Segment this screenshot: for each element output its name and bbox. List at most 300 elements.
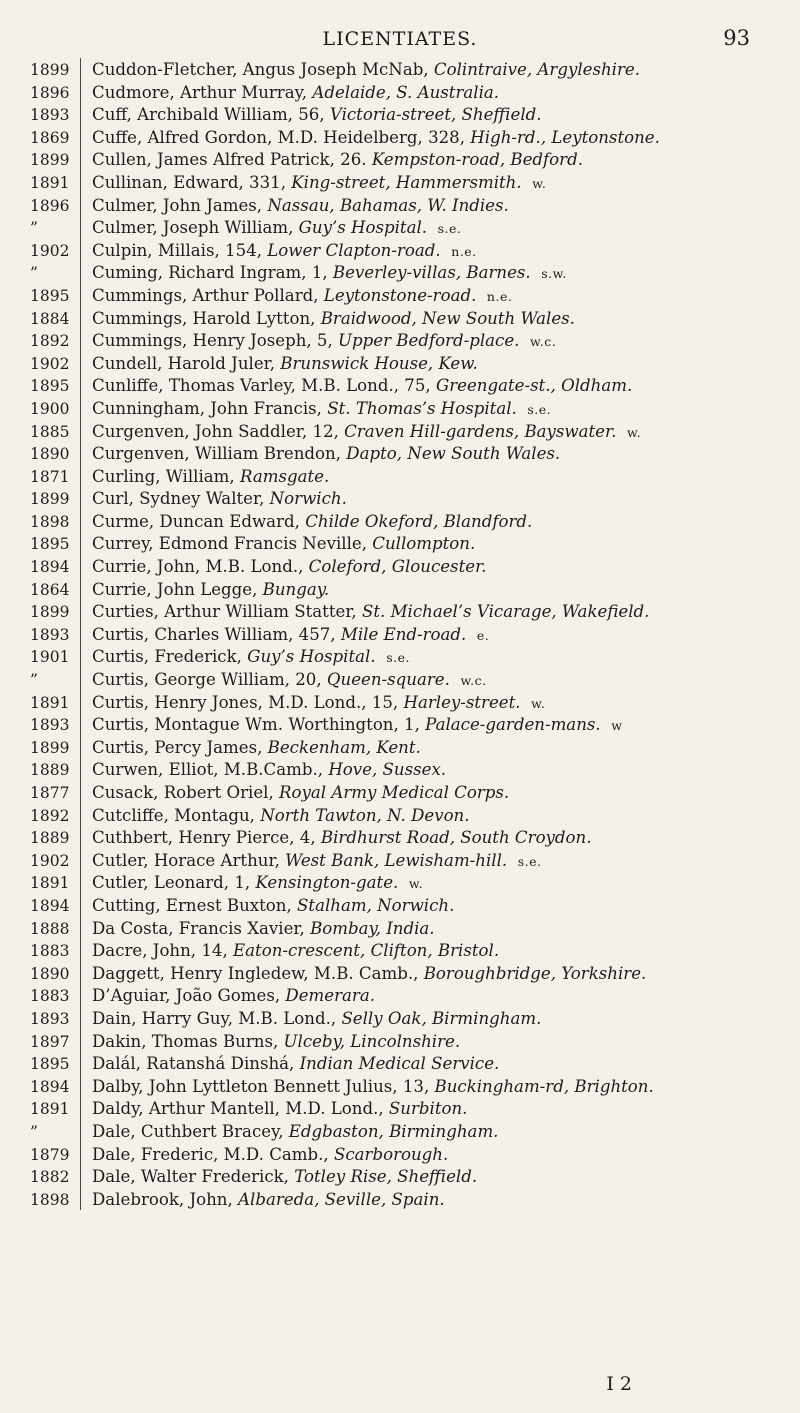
entry-name: Cullen, James Alfred Patrick, 26. <box>92 150 372 170</box>
list-item <box>0 397 800 420</box>
entry-postal-district: s.w. <box>541 266 567 282</box>
entry-address: North Tawton, N. Devon. <box>260 805 470 825</box>
entry-postal-district: w.c. <box>460 673 487 689</box>
list-item <box>0 871 800 894</box>
entry-year: 1893 <box>30 716 70 735</box>
list-item <box>0 804 800 827</box>
entry-name: Currie, John, M.B. Lond., <box>92 557 309 577</box>
entry-address: Childe Okeford, Blandford. <box>305 511 533 531</box>
column-rule <box>80 668 81 691</box>
column-rule <box>80 555 81 578</box>
page-number: 93 <box>723 26 750 50</box>
entry-text <box>92 128 782 147</box>
column-rule <box>80 1097 81 1120</box>
entry-address: Indian Medical Service. <box>299 1054 500 1074</box>
entry-year: 1864 <box>30 580 70 599</box>
entry-year: 1889 <box>30 829 70 848</box>
column-rule <box>80 1007 81 1030</box>
entry-text <box>92 986 782 1005</box>
entry-address: Guy’s Hospital. <box>247 647 376 667</box>
list-item <box>0 1007 800 1030</box>
entry-text <box>92 693 782 713</box>
column-rule <box>80 713 81 736</box>
entry-address: Stalham, Norwich. <box>297 895 455 915</box>
entry-address: Victoria-street, Sheffield. <box>329 105 542 125</box>
entry-year: 1894 <box>30 558 70 577</box>
column-rule <box>80 984 81 1007</box>
entry-text <box>92 105 782 124</box>
list-item <box>0 736 800 759</box>
entry-text <box>92 150 782 169</box>
entry-text <box>92 873 782 893</box>
entry-name: Cummings, Arthur Pollard, <box>92 285 324 305</box>
list-item <box>0 148 800 171</box>
entry-address: St. Thomas’s Hospital. <box>327 398 517 418</box>
entry-year: 1893 <box>30 625 70 644</box>
entry-name: Cusack, Robert Oriel, <box>92 783 280 802</box>
entry-year: 1902 <box>30 354 70 373</box>
entry-name: Curtis, Henry Jones, M.D. Lond., 15, <box>92 692 404 712</box>
entry-name: Dain, Harry Guy, M.B. Lond., <box>92 1008 342 1028</box>
entry-year: 1901 <box>30 648 70 667</box>
entry-text <box>92 444 782 463</box>
entry-year: 1897 <box>30 1032 70 1051</box>
entry-address: Cullompton. <box>372 534 476 554</box>
entry-postal-district: n.e. <box>486 288 513 304</box>
entry-postal-district: w.c. <box>530 334 557 350</box>
entry-address: Lower Clapton-road. <box>267 240 441 260</box>
entry-text <box>92 783 782 802</box>
entry-postal-district: s.e. <box>386 650 410 666</box>
column-rule <box>80 1030 81 1053</box>
list-item <box>0 194 800 217</box>
entry-name: Cuddon-Fletcher, Angus Joseph McNab, <box>92 60 434 79</box>
entry-name: Da Costa, Francis Xavier, <box>92 918 311 938</box>
entry-postal-district: s.e. <box>437 221 462 237</box>
entry-name: Curtis, Percy James, <box>92 737 268 757</box>
entry-year: 1899 <box>30 151 70 170</box>
column-rule <box>80 442 81 465</box>
list-item <box>0 1097 800 1120</box>
entry-text <box>92 489 782 508</box>
entry-name: Curgenven, John Saddler, 12, <box>92 421 345 441</box>
entry-address: Hove, Sussex. <box>328 760 447 780</box>
entry-postal-district: w. <box>626 424 642 440</box>
entry-name: Cunningham, John Francis, <box>92 398 328 418</box>
list-item <box>0 984 800 1007</box>
entry-text <box>92 557 782 576</box>
entry-text <box>92 331 782 351</box>
entry-address: Eaton-crescent, Clifton, Bristol. <box>233 941 500 961</box>
entry-address: Colintraive, Argyleshire. <box>433 60 640 79</box>
entry-year: 1898 <box>30 1190 70 1209</box>
entry-year: 1895 <box>30 1055 70 1074</box>
entry-name: Cundell, Harold Juler, <box>92 353 281 373</box>
entry-text <box>92 919 782 938</box>
column-rule <box>80 645 81 668</box>
list-item <box>0 645 800 668</box>
list-item <box>0 578 800 601</box>
list-item <box>0 352 800 375</box>
column-rule <box>80 623 81 646</box>
entry-year: 1899 <box>30 738 70 757</box>
entry-address: Surbiton. <box>388 1099 468 1119</box>
entry-name: Curtis, George William, 20, <box>92 670 327 690</box>
column-rule <box>80 1052 81 1075</box>
column-rule <box>80 736 81 759</box>
entry-address: Beckenham, Kent. <box>267 737 421 757</box>
column-rule <box>80 487 81 510</box>
column-rule <box>80 1120 81 1143</box>
list-item <box>0 758 800 781</box>
entry-text <box>92 263 782 283</box>
list-item <box>0 374 800 397</box>
entry-year: 1884 <box>30 309 70 328</box>
entry-address: Buckingham-rd, Brighton. <box>434 1076 654 1096</box>
list-item <box>0 420 800 443</box>
entry-year: 1899 <box>30 490 70 509</box>
column-rule <box>80 420 81 443</box>
entry-address: Craven Hill-gardens, Bayswater. <box>344 421 617 441</box>
list-item <box>0 1188 800 1211</box>
entry-text <box>92 580 782 599</box>
entry-text <box>92 399 782 419</box>
list-item <box>0 261 800 284</box>
entry-text <box>92 715 782 735</box>
entry-year: ” <box>30 671 38 690</box>
entry-name: Cullinan, Edward, 331, <box>92 172 292 192</box>
list-item <box>0 58 800 81</box>
list-item <box>0 713 800 736</box>
entry-year: 1871 <box>30 467 70 486</box>
column-rule <box>80 374 81 397</box>
entry-address: Greengate-st., Oldham. <box>435 376 633 396</box>
entry-text <box>92 1122 782 1141</box>
column-rule <box>80 804 81 827</box>
list-item <box>0 307 800 330</box>
entry-name: Currie, John Legge, <box>92 579 263 599</box>
entry-address: Leytonstone-road. <box>323 285 477 305</box>
list-item <box>0 510 800 533</box>
column-rule <box>80 781 81 804</box>
entry-year: 1891 <box>30 1100 70 1119</box>
entry-address: Bombay, India. <box>310 918 435 938</box>
entry-name: Culpin, Millais, 154, <box>92 240 268 260</box>
entry-text <box>92 241 782 261</box>
entry-text <box>92 286 782 306</box>
entry-year: 1898 <box>30 512 70 531</box>
entry-postal-district: w <box>611 718 623 734</box>
entry-name: Dale, Cuthbert Bracey, <box>92 1121 289 1141</box>
entry-text <box>92 625 782 645</box>
list-item <box>0 126 800 149</box>
entry-year: 1899 <box>30 61 70 79</box>
running-title: LICENTIATES. <box>322 28 478 50</box>
entry-name: Dalebrook, John, <box>92 1189 239 1209</box>
entry-postal-district: n.e. <box>451 243 477 259</box>
entry-address: St. Michael’s Vicarage, Wakefield. <box>361 602 650 622</box>
entry-name: Cuffe, Alfred Gordon, M.D. Heidelberg, 328, <box>92 127 471 147</box>
entry-name: Curme, Duncan Edward, <box>92 511 306 531</box>
entry-address: Ulceby, Lincolnshire. <box>283 1031 461 1051</box>
entry-name: Curtis, Charles William, 457, <box>92 624 341 644</box>
entry-text <box>92 534 782 553</box>
entry-address: Albareda, Seville, Spain. <box>238 1189 445 1209</box>
list-item <box>0 1165 800 1188</box>
entry-text <box>92 467 782 486</box>
entry-address: King-street, Hammersmith. <box>291 172 522 192</box>
entry-year: 1895 <box>30 535 70 554</box>
list-item <box>0 1120 800 1143</box>
entry-year: 1890 <box>30 964 70 983</box>
entry-name: Dacre, John, 14, <box>92 941 234 961</box>
entry-address: Ramsgate. <box>239 466 330 486</box>
entry-name: Cuff, Archibald William, 56, <box>92 105 330 125</box>
entry-address: Braidwood, New South Wales. <box>320 308 575 328</box>
entry-name: Curl, Sydney Walter, <box>92 489 270 509</box>
entry-address: Mile End-road. <box>340 624 467 644</box>
entry-year: 1883 <box>30 942 70 961</box>
entry-year: 1883 <box>30 987 70 1006</box>
entry-name: Cutler, Leonard, 1, <box>92 873 256 893</box>
entry-year: 1869 <box>30 128 70 147</box>
entry-name: Culmer, Joseph William, <box>92 218 299 238</box>
entry-name: Dale, Walter Frederick, <box>92 1167 295 1187</box>
list-item <box>0 894 800 917</box>
entry-name: Cuthbert, Henry Pierce, 4, <box>92 828 321 848</box>
list-item <box>0 668 800 691</box>
entry-year: 1902 <box>30 851 70 870</box>
entry-year: 1892 <box>30 806 70 825</box>
entry-year: 1891 <box>30 173 70 192</box>
column-rule <box>80 600 81 623</box>
entry-year: 1893 <box>30 106 70 125</box>
entry-address: Kensington-gate. <box>255 873 399 893</box>
column-rule <box>80 284 81 307</box>
entry-text <box>92 738 782 757</box>
entry-year: 1895 <box>30 286 70 305</box>
entry-year: 1899 <box>30 603 70 622</box>
entry-name: Curgenven, William Brendon, <box>92 444 347 464</box>
entry-name: Dalby, John Lyttleton Bennett Julius, 13, <box>92 1076 435 1096</box>
column-rule <box>80 261 81 284</box>
list-item <box>0 81 800 104</box>
entry-name: Dakin, Thomas Burns, <box>92 1031 284 1051</box>
column-rule <box>80 329 81 352</box>
entry-name: Currey, Edmond Francis Neville, <box>92 534 373 554</box>
column-rule <box>80 510 81 533</box>
entry-year: 1892 <box>30 332 70 351</box>
list-item <box>0 442 800 465</box>
list-item <box>0 103 800 126</box>
entry-text <box>92 1167 782 1186</box>
entry-text <box>92 512 782 531</box>
entry-text <box>92 647 782 667</box>
entry-year: ” <box>30 264 38 283</box>
entry-text <box>92 760 782 779</box>
entry-postal-district: w. <box>531 695 546 711</box>
entry-text <box>92 851 782 871</box>
entry-year: 1889 <box>30 761 70 780</box>
entry-text <box>92 83 782 102</box>
column-rule <box>80 691 81 714</box>
entry-name: D’Aguiar, João Gomes, <box>92 986 286 1006</box>
entry-text <box>92 376 782 395</box>
entry-name: Cutting, Ernest Buxton, <box>92 895 298 915</box>
entry-address: Demerara. <box>285 986 376 1006</box>
entry-year: 1877 <box>30 784 70 802</box>
entry-year: ” <box>30 1122 38 1141</box>
column-rule <box>80 962 81 985</box>
entry-year: 1891 <box>30 693 70 712</box>
entry-name: Cummings, Henry Joseph, 5, <box>92 331 339 351</box>
entry-text <box>92 670 782 690</box>
entry-name: Curties, Arthur William Statter, <box>92 602 362 622</box>
column-rule <box>80 352 81 375</box>
entry-postal-district: w. <box>532 175 547 191</box>
entry-text <box>92 1145 782 1164</box>
list-item <box>0 917 800 940</box>
list-item <box>0 781 800 804</box>
entry-address: Harley-street. <box>403 692 521 712</box>
entry-name: Cudmore, Arthur Murray, <box>92 82 313 102</box>
entry-address: Dapto, New South Wales. <box>346 444 561 464</box>
entry-year: 1893 <box>30 1009 70 1028</box>
list-item <box>0 623 800 646</box>
entry-name: Curwen, Elliot, M.B.Camb., <box>92 760 329 780</box>
entry-postal-district: w. <box>408 876 424 892</box>
column-rule <box>80 103 81 126</box>
entry-year: 1879 <box>30 1145 70 1164</box>
column-rule <box>80 894 81 917</box>
list-item <box>0 216 800 239</box>
entry-postal-district: e. <box>476 627 490 643</box>
entry-address: Scarborough. <box>333 1144 449 1164</box>
entry-name: Dalál, Ratanshá Dinshá, <box>92 1054 300 1074</box>
entry-name: Curtis, Montague Wm. Worthington, 1, <box>92 715 426 735</box>
column-rule <box>80 826 81 849</box>
list-item <box>0 1075 800 1098</box>
list-item <box>0 1052 800 1075</box>
column-rule <box>80 871 81 894</box>
column-rule <box>80 216 81 239</box>
entry-year: 1891 <box>30 874 70 893</box>
entry-year: 1890 <box>30 445 70 464</box>
entry-address: Adelaide, S. Australia. <box>312 82 500 102</box>
column-rule <box>80 171 81 194</box>
column-rule <box>80 465 81 488</box>
entry-postal-district: s.e. <box>527 401 552 417</box>
entry-name: Cummings, Harold Lytton, <box>92 308 321 328</box>
entry-text <box>92 1009 782 1028</box>
entry-address: Queen-square. <box>326 670 450 690</box>
entry-year: 1902 <box>30 241 70 260</box>
entry-address: Norwich. <box>269 489 347 509</box>
entry-name: Cutler, Horace Arthur, <box>92 850 286 870</box>
column-rule <box>80 194 81 217</box>
entry-year: 1894 <box>30 1077 70 1096</box>
entry-name: Daldy, Arthur Mantell, M.D. Lond., <box>92 1099 389 1119</box>
entry-address: High-rd., Leytonstone. <box>470 127 660 147</box>
entry-address: Upper Bedford-place. <box>338 331 520 351</box>
entry-year: 1885 <box>30 422 70 441</box>
column-rule <box>80 148 81 171</box>
entry-text <box>92 60 782 79</box>
entry-address: Coleford, Gloucester. <box>308 557 487 577</box>
entry-year: 1896 <box>30 83 70 102</box>
list-item <box>0 600 800 623</box>
column-rule <box>80 1143 81 1166</box>
list-item <box>0 284 800 307</box>
list-item <box>0 939 800 962</box>
entry-text <box>92 1054 782 1073</box>
page-header <box>0 24 800 54</box>
entry-address: Brunswick House, Kew. <box>280 353 478 373</box>
column-rule <box>80 1075 81 1098</box>
entry-text <box>92 941 782 960</box>
entry-text <box>92 309 782 328</box>
entry-text <box>92 964 782 983</box>
column-rule <box>80 397 81 420</box>
entry-name: Cuming, Richard Ingram, 1, <box>92 263 333 283</box>
entry-year: 1894 <box>30 896 70 915</box>
entry-text <box>92 1099 782 1118</box>
column-rule <box>80 81 81 104</box>
column-rule <box>80 1188 81 1211</box>
column-rule <box>80 578 81 601</box>
entry-text <box>92 806 782 825</box>
column-rule <box>80 1165 81 1188</box>
entry-year: ” <box>30 219 38 238</box>
entry-address: Birdhurst Road, South Croydon. <box>320 828 592 848</box>
entry-text <box>92 896 782 915</box>
list-item <box>0 849 800 872</box>
entry-text <box>92 602 782 621</box>
entry-address: Beverley-villas, Barnes. <box>332 263 531 283</box>
list-item <box>0 555 800 578</box>
list-item <box>0 465 800 488</box>
column-rule <box>80 126 81 149</box>
list-item <box>0 239 800 262</box>
entry-name: Cunliffe, Thomas Varley, M.B. Lond., 75, <box>92 376 436 396</box>
column-rule <box>80 758 81 781</box>
column-rule <box>80 307 81 330</box>
list-item <box>0 826 800 849</box>
entry-address: Guy’s Hospital. <box>298 218 428 238</box>
entry-text <box>92 218 782 238</box>
entry-postal-district: s.e. <box>517 853 542 869</box>
entry-year: 1896 <box>30 196 70 215</box>
entry-year: 1882 <box>30 1168 70 1187</box>
entry-address: Royal Army Medical Corps. <box>279 783 510 802</box>
entry-text <box>92 173 782 193</box>
entry-text <box>92 1032 782 1051</box>
entry-text <box>92 354 782 373</box>
list-item <box>0 329 800 352</box>
entry-address: West Bank, Lewisham-hill. <box>285 850 508 870</box>
entry-year: 1895 <box>30 377 70 396</box>
entry-address: Bungay. <box>262 579 330 599</box>
entry-name: Daggett, Henry Ingledew, M.B. Camb., <box>92 963 424 983</box>
signature-mark: I 2 <box>606 1373 632 1395</box>
column-rule <box>80 532 81 555</box>
column-rule <box>80 939 81 962</box>
list-item <box>0 691 800 714</box>
list-item <box>0 962 800 985</box>
entry-text <box>92 196 782 215</box>
entry-address: Edgbaston, Birmingham. <box>288 1121 499 1141</box>
entry-year: 1900 <box>30 399 70 418</box>
